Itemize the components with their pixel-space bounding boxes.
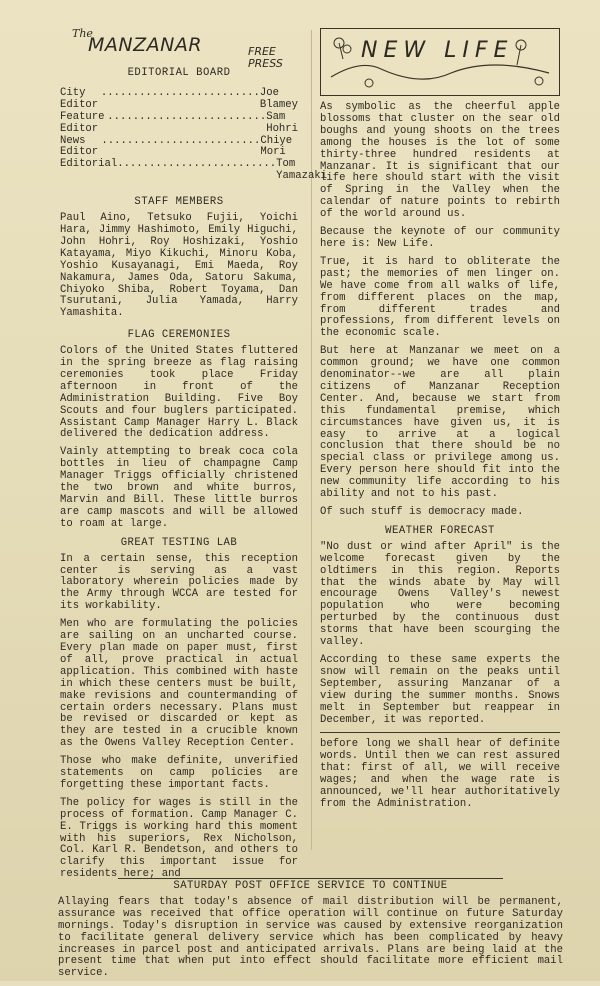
newlife-paragraph-2: Because the keynote of our community here is: New Life. (320, 226, 560, 250)
board-row: City Editor ......................... Joe Blamey (60, 86, 299, 111)
masthead-the: The (72, 27, 93, 40)
continued-paragraph: before long we shall hear of definite words. Until then we can rest assured that: first of all, we will receive wages; and when the wage rate is announced, we'll hear authoritatively from the Administration. (320, 738, 560, 810)
column-divider (311, 30, 312, 850)
board-name: Tom Yamazaki (276, 158, 328, 183)
masthead-subtitle: FREE PRESS (248, 45, 283, 70)
testing-paragraph-1: In a certain sense, this reception center is serving as a vast laboratory wherein policies made by the Army through WCCA are tested for its workability. (60, 552, 298, 613)
new-life-banner (320, 28, 560, 96)
flag-paragraph-1: Colors of the United States fluttered in the spring breeze as flag raising ceremonies took place Friday afternoon in front of the Administration Building. Five Boy Scouts and four buglers participated. Assistant Camp Manager Harry L. Black delivered the dedication address. (60, 345, 298, 441)
board-role: News Editor (60, 134, 99, 159)
new-life-title: NEW LIFE (361, 38, 514, 63)
divider (118, 878, 503, 879)
staff-heading: STAFF MEMBERS (134, 196, 224, 209)
editorial-board-list (60, 86, 328, 183)
weather-paragraph-2: According to these same experts the snow will remain on the peaks until September, assuring Manzanar of a view during the summer months. Snows melt in September but reappear in December, it was reported. (320, 653, 560, 726)
testing-paragraph-4: The policy for wages is still in the process of formation. Camp Manager C. E. Triggs is working hard this moment with his superiors, Rex Nicholson, Col. Karl R. Bendetson, and others to clarify this important issue for residents here; and (60, 796, 298, 881)
staff-names: Paul Aino, Tetsuko Fujii, Yoichi Hara, Jimmy Hashimoto, Emily Higuchi, John Hohri, Roy Hoshizaki, Yoshio Katayama, Miyo Kikuchi, Minoru Koba, Yoshio Kusayanagi, Emi Maeda, Roy Nakamura, James Oda, Satoru Sakuma, Chiyoko Shiba, Robert Toyama, Dan Tsurutani, Julia Yamada, Harry Yamashita. (60, 212, 298, 320)
divider (320, 732, 560, 733)
editorial-board-heading: EDITORIAL BOARD (127, 67, 231, 79)
post-office-heading: SATURDAY POST OFFICE SERVICE TO CONTINUE (173, 880, 448, 892)
board-role: Editorial (60, 158, 118, 171)
right-column (320, 28, 560, 817)
weather-heading: WEATHER FORECAST (385, 524, 495, 537)
board-row: News Editor ......................... Chiye Mori (60, 136, 298, 160)
newlife-paragraph-5: Of such stuff is democracy made. (320, 506, 524, 518)
board-role: Feature Editor (60, 110, 105, 135)
newlife-paragraph-1: As symbolic as the cheerful apple blossoms that cluster on the sear old boughs and young shoots on the trees among the houses is the lot of some thirty-three hundred residents at Manzanar. It is significant that our life here should start with the visit of Spring in the Valley when the calendar of nature points to rebirth of the world around us. (320, 101, 560, 221)
testing-paragraph-2: Men who are formulating the policies are sailing on an uncharted course. Every plan made on paper must, first of all, prove practical in actual application. This combined with haste in which these centers must be built, make revisions and countermanding of certain orders necessary. Plans must be revised or discarded or kept as they are tested in a crucible known as the Owens Valley Reception Center. (60, 618, 298, 750)
post-office-article (58, 878, 563, 986)
left-column (60, 26, 328, 887)
newlife-paragraph-4: But here at Manzanar we meet on a common ground; we have one common denominator--we are all plain citizens of Manzanar Reception Center. And, because we start from this fundamental premise, which circumstances have given us, it is easy to arrive at a logical conclusion that there should be no special class or privilege among us. Every person here should fit into the new community life according to his ability and not to his past. (320, 345, 560, 501)
masthead (60, 26, 298, 68)
board-name: Chiye Mori (260, 134, 293, 159)
post-office-paragraph: Allaying fears that today's absence of mail distribution will be permanent, assurance was received that office operation will continue on future Saturday mornings. Today's disruption in service was caused by extensive reorganization to facilitate general delivery service which has been complicated by heavy increases in parcel post and anticipated arrivals. Plans are being laid at the present time that when put into effect should facilitate more efficient mail service. (58, 895, 563, 980)
newlife-paragraph-3: True, it is hard to obliterate the past; the memories of men linger on. We have come from all walks of life, from different places on the map, from different trades and professions, from different levels on the economic scale. (320, 255, 560, 340)
board-name: Sam Hohri (266, 110, 299, 135)
board-row: Editorial ......................... Tom Yamazaki (60, 158, 328, 183)
testing-paragraph-3: Those who make definite, unverified statements on camp policies are forgetting these important facts. (60, 755, 298, 791)
flag-heading: FLAG CEREMONIES (127, 329, 231, 342)
testing-heading: GREAT TESTING LAB (120, 536, 238, 549)
flag-paragraph-2: Vainly attempting to break coca cola bottles in lieu of champagne Camp Manager Triggs officially christened the two brown and white burros, Marvin and Bill. These little burros are camp mascots and will be allowed to roam at large. (60, 446, 298, 530)
masthead-title: MANZANAR (88, 34, 203, 56)
board-row: Feature Editor ......................... Sam Hohri (60, 110, 299, 135)
weather-paragraph-1: "No dust or wind after April" is the welcome forecast given by the oldtimers in this region. Reports that the winds abate by May will encourage Owens Valley's newest population who were becoming perturbed by the continuous dust storms that have been scourging the valley. (320, 540, 560, 649)
board-name: Joe Blamey (259, 86, 299, 111)
board-role: City Editor (60, 86, 99, 111)
